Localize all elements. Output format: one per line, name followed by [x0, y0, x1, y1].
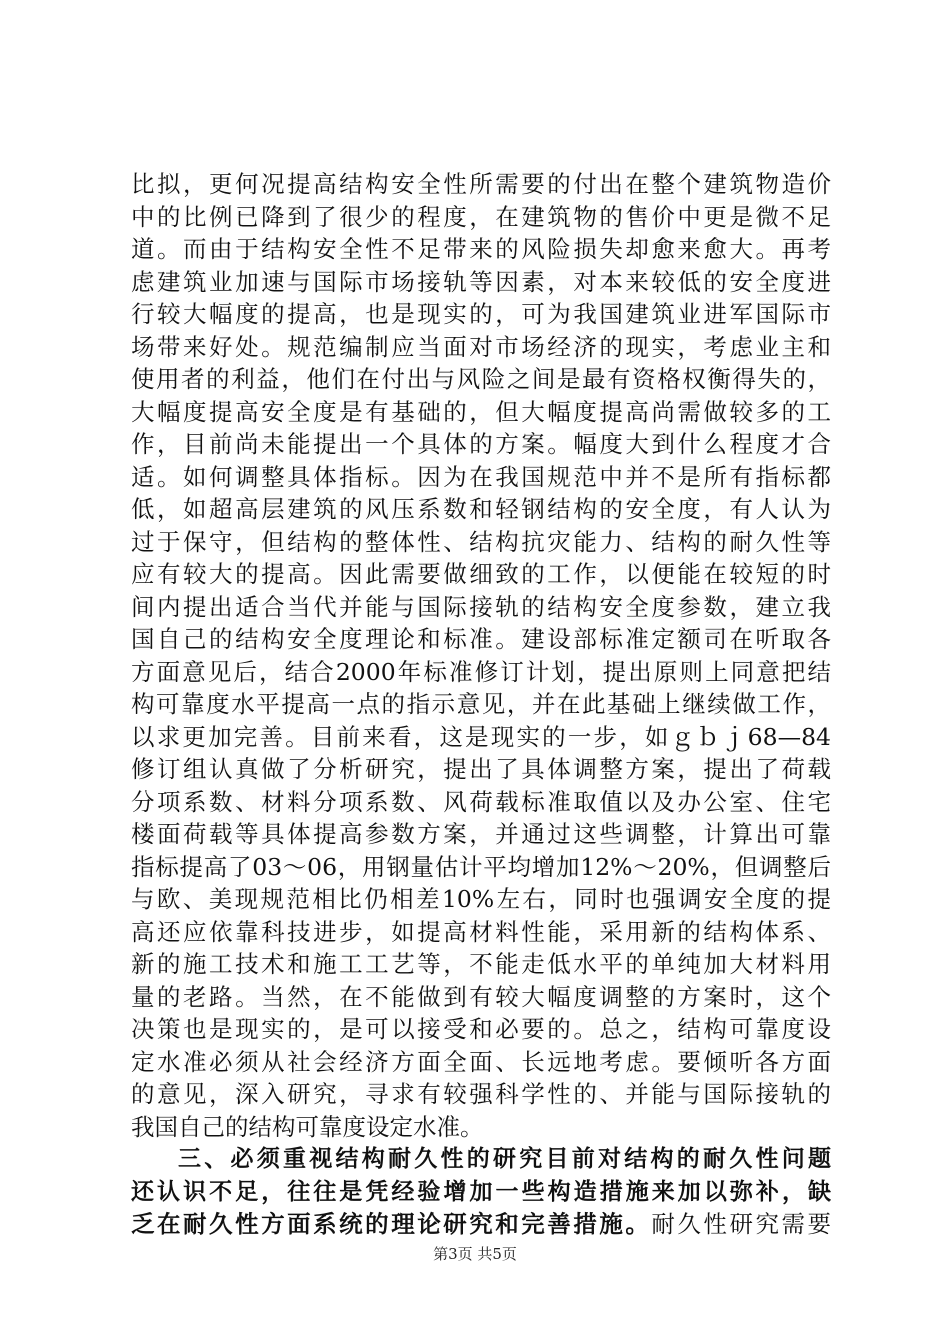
text-line: 间内提出适合当代并能与国际接轨的结构安全度参数，建立我 — [131, 592, 831, 621]
text-line: 我国自己的结构可靠度设定水准。 — [131, 1112, 484, 1141]
text-line: 楼面荷载等具体提高参数方案，并通过这些调整，计算出可靠 — [131, 820, 831, 848]
text-line: 比拟，更何况提高结构安全性所需要的付出在整个建筑物造价 — [131, 170, 831, 198]
text-line: 使用者的利益，他们在付出与风险之间是最有资格权衡得失的， — [131, 365, 831, 393]
text-line: 方面意见后，结合2000年标准修订计划，提出原则上同意把结 — [131, 657, 831, 686]
text-line: 构可靠度水平提高一点的指示意见，并在此基础上继续做工作， — [131, 690, 831, 718]
text-line: 道。而由于结构安全性不足带来的风险损失却愈来愈大。再考 — [131, 235, 831, 263]
text-line: 高还应依靠科技进步，如提高材料性能，采用新的结构体系、 — [131, 917, 831, 946]
text-line: 的意见，深入研究，寻求有较强科学性的、并能与国际接轨的 — [131, 1080, 831, 1108]
text-line: 指标提高了03～06，用钢量估计平均增加12%～20%，但调整后 — [131, 852, 831, 881]
text-line: 分项系数、材料分项系数、风荷载标准取值以及办公室、住宅 — [131, 787, 831, 816]
text-line: 修订组认真做了分析研究，提出了具体调整方案，提出了荷载 — [131, 755, 831, 783]
text-line: 量的老路。当然，在不能做到有较大幅度调整的方案时，这个 — [131, 982, 831, 1011]
mixed-text-line — [131, 1208, 831, 1241]
text-line: 虑建筑业加速与国际市场接轨等因素，对本来较低的安全度进 — [131, 267, 831, 296]
text-line: 低，如超高层建筑的风压系数和轻钢结构的安全度，有人认为 — [131, 495, 831, 523]
text-line: 适。如何调整具体指标。因为在我国规范中并不是所有指标都 — [131, 462, 831, 491]
text-line: 决策也是现实的，是可以接受和必要的。总之，结构可靠度设 — [131, 1015, 831, 1043]
text-line: 新的施工技术和施工工艺等，不能走低水平的单纯加大材料用 — [131, 950, 831, 978]
text-line: 作，目前尚未能提出一个具体的方案。幅度大到什么程度才合 — [131, 430, 831, 458]
text-line: 应有较大的提高。因此需要做细致的工作，以便能在较短的时 — [131, 560, 831, 588]
text-line: 国自己的结构安全度理论和标准。建设部标准定额司在听取各 — [131, 625, 831, 653]
text-line: 中的比例已降到了很少的程度，在建筑物的售价中更是微不足 — [131, 202, 831, 231]
text-line: 以求更加完善。目前来看，这是现实的一步，如ｇｂｊ68—84 — [131, 722, 831, 751]
text-line: 大幅度提高安全度是有基础的，但大幅度提高尚需做较多的工 — [131, 397, 831, 426]
text-line: 与欧、美现规范相比仍相差10%左右，同时也强调安全度的提 — [131, 885, 831, 913]
bold-text: 乏在耐久性方面系统的理论研究和完善措施。 — [131, 1210, 652, 1238]
section-heading-line: 三、必须重视结构耐久性的研究目前对结构的耐久性问题 — [178, 1146, 831, 1172]
text-line: 定水准必须从社会经济方面全面、长远地考虑。要倾听各方面 — [131, 1047, 831, 1076]
document-body — [131, 168, 831, 1241]
section-heading-line: 还认识不足，往往是凭经验增加一些构造措施来加以弥补，缺 — [131, 1178, 831, 1205]
page-number-footer: 第3页 共5页 — [433, 1245, 517, 1263]
text-line: 过于保守，但结构的整体性、结构抗灾能力、结构的耐久性等 — [131, 527, 831, 556]
normal-text: 耐久性研究需要 — [651, 1210, 832, 1238]
text-line: 行较大幅度的提高，也是现实的，可为我国建筑业进军国际市 — [131, 300, 831, 328]
text-line: 场带来好处。规范编制应当面对市场经济的现实，考虑业主和 — [131, 332, 831, 361]
